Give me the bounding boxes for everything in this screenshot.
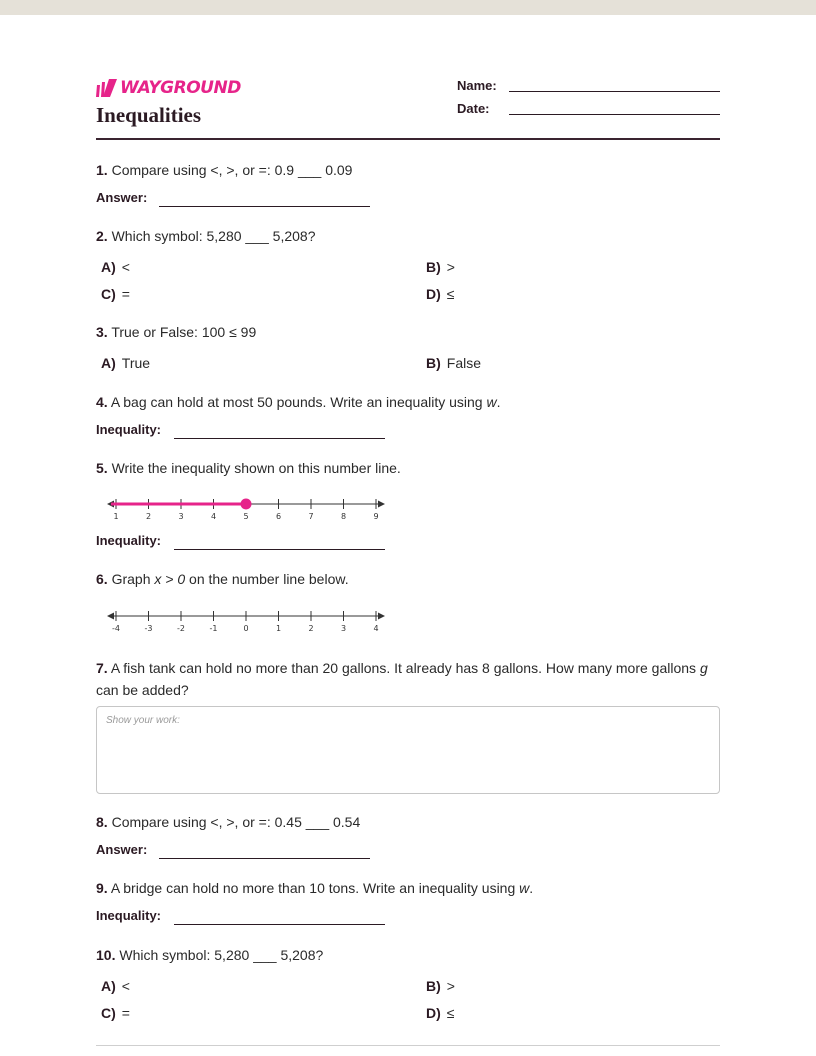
question-10: [96, 947, 323, 963]
brand-name: WAYGROUND: [120, 78, 241, 98]
question-1: [96, 162, 352, 178]
option-letter: C): [101, 1005, 116, 1021]
question-number: 4.: [96, 394, 108, 410]
option-letter: B): [426, 355, 441, 371]
option-text: <: [121, 259, 130, 275]
option-letter: A): [101, 355, 116, 371]
option-text: =: [121, 1005, 130, 1021]
option-letter: D): [426, 286, 441, 302]
number-line-q5: [106, 494, 388, 524]
tick-label: 7: [308, 512, 314, 521]
number-line-q6[interactable]: [106, 606, 388, 636]
option-text: >: [446, 978, 455, 994]
name-label: Name:: [457, 78, 497, 93]
answer-field[interactable]: [159, 858, 370, 859]
tick-label: 1: [113, 512, 119, 521]
variable: w: [519, 880, 530, 896]
top-bar: [0, 0, 816, 15]
question-2: [96, 228, 315, 244]
tick-label: 6: [275, 512, 282, 521]
option-b[interactable]: [426, 355, 481, 371]
inequality-label: Inequality:: [96, 422, 162, 437]
question-text-end: can be added?: [96, 682, 189, 698]
question-text-end: .: [529, 880, 534, 896]
option-letter: C): [101, 286, 116, 302]
question-text: A fish tank can hold no more than 20 gallons. It already has 8 gallons. How many more gallons: [110, 660, 700, 676]
date-label: Date:: [457, 101, 490, 116]
question-9: [96, 880, 533, 896]
worksheet-title: Inequalities: [96, 103, 202, 127]
option-text: ≤: [446, 286, 455, 302]
arrow-left-icon: [107, 613, 114, 620]
tick-label: 3: [178, 512, 184, 521]
answer-field[interactable]: [159, 206, 370, 207]
option-letter: A): [101, 259, 116, 275]
answer-label: Answer:: [96, 190, 148, 205]
option-text: False: [446, 355, 482, 371]
tick-label: 9: [373, 512, 379, 521]
question-text: A bag can hold at most 50 pounds. Write an inequality using: [110, 394, 487, 410]
question-7: [96, 657, 726, 701]
question-text: Compare using <, >, or =: 0.45 ___ 0.54: [111, 814, 361, 830]
question-text: Which symbol: 5,280 ___ 5,208?: [111, 228, 316, 244]
date-field[interactable]: [509, 114, 720, 115]
filled-point: [241, 499, 252, 510]
question-number: 1.: [96, 162, 108, 178]
tick-label: 1: [275, 624, 282, 633]
brand-logo: [96, 78, 256, 100]
question-5: [96, 460, 401, 476]
tick-label: -1: [209, 624, 218, 633]
variable: g: [699, 660, 708, 676]
tick-label: 3: [340, 624, 347, 633]
option-text: <: [121, 978, 130, 994]
work-placeholder: Show your work:: [106, 715, 180, 726]
inequality-label: Inequality:: [96, 908, 162, 923]
tick-label: -4: [112, 624, 120, 633]
question-text: Graph: [111, 571, 155, 587]
question-8: [96, 814, 360, 830]
option-text: ≤: [446, 1005, 455, 1021]
arrow-right-icon: [378, 501, 385, 508]
option-a[interactable]: [101, 978, 130, 994]
option-letter: B): [426, 259, 441, 275]
option-letter: D): [426, 1005, 441, 1021]
option-c[interactable]: [101, 1005, 130, 1021]
question-3: [96, 324, 256, 340]
question-number: 10.: [96, 947, 116, 963]
option-d[interactable]: [426, 286, 454, 302]
name-field[interactable]: [509, 91, 720, 92]
question-number: 7.: [96, 660, 108, 676]
wayground-logo-icon: [96, 79, 118, 99]
question-6: [96, 571, 349, 587]
option-text: =: [121, 286, 130, 302]
option-c[interactable]: [101, 286, 130, 302]
question-number: 2.: [96, 228, 108, 244]
question-text: Write the inequality shown on this number line.: [111, 460, 401, 476]
question-text-end: .: [496, 394, 501, 410]
option-a[interactable]: [101, 259, 130, 275]
inequality-field[interactable]: [174, 549, 385, 550]
question-number: 6.: [96, 571, 108, 587]
question-text: Which symbol: 5,280 ___ 5,208?: [119, 947, 324, 963]
question-number: 5.: [96, 460, 108, 476]
work-area[interactable]: [96, 706, 720, 794]
tick-label: 5: [243, 512, 249, 521]
footer-divider: [96, 1045, 720, 1046]
option-b[interactable]: [426, 259, 455, 275]
question-number: 8.: [96, 814, 108, 830]
header-divider: [96, 138, 720, 140]
option-d[interactable]: [426, 1005, 454, 1021]
question-text: True or False: 100 ≤ 99: [111, 324, 257, 340]
arrow-right-icon: [378, 613, 385, 620]
expression: x > 0: [154, 571, 186, 587]
question-4: [96, 394, 500, 410]
option-b[interactable]: [426, 978, 455, 994]
tick-label: 8: [340, 512, 347, 521]
question-number: 3.: [96, 324, 108, 340]
question-text-end: on the number line below.: [185, 571, 349, 587]
variable: w: [486, 394, 497, 410]
inequality-field[interactable]: [174, 438, 385, 439]
inequality-label: Inequality:: [96, 533, 162, 548]
option-letter: B): [426, 978, 441, 994]
question-text: Compare using <, >, or =: 0.9 ___ 0.09: [111, 162, 353, 178]
option-text: >: [446, 259, 455, 275]
option-letter: A): [101, 978, 116, 994]
question-number: 9.: [96, 880, 108, 896]
tick-label: 4: [373, 624, 379, 633]
inequality-field[interactable]: [174, 924, 385, 925]
tick-label: 2: [308, 624, 314, 633]
option-a[interactable]: [101, 355, 150, 371]
tick-label: -3: [144, 624, 153, 633]
tick-label: 0: [243, 624, 249, 633]
tick-label: 4: [210, 512, 217, 521]
question-text: A bridge can hold no more than 10 tons. Write an inequality using: [110, 880, 520, 896]
tick-label: 2: [145, 512, 152, 521]
option-text: True: [121, 355, 151, 371]
answer-label: Answer:: [96, 842, 148, 857]
tick-label: -2: [177, 624, 185, 633]
